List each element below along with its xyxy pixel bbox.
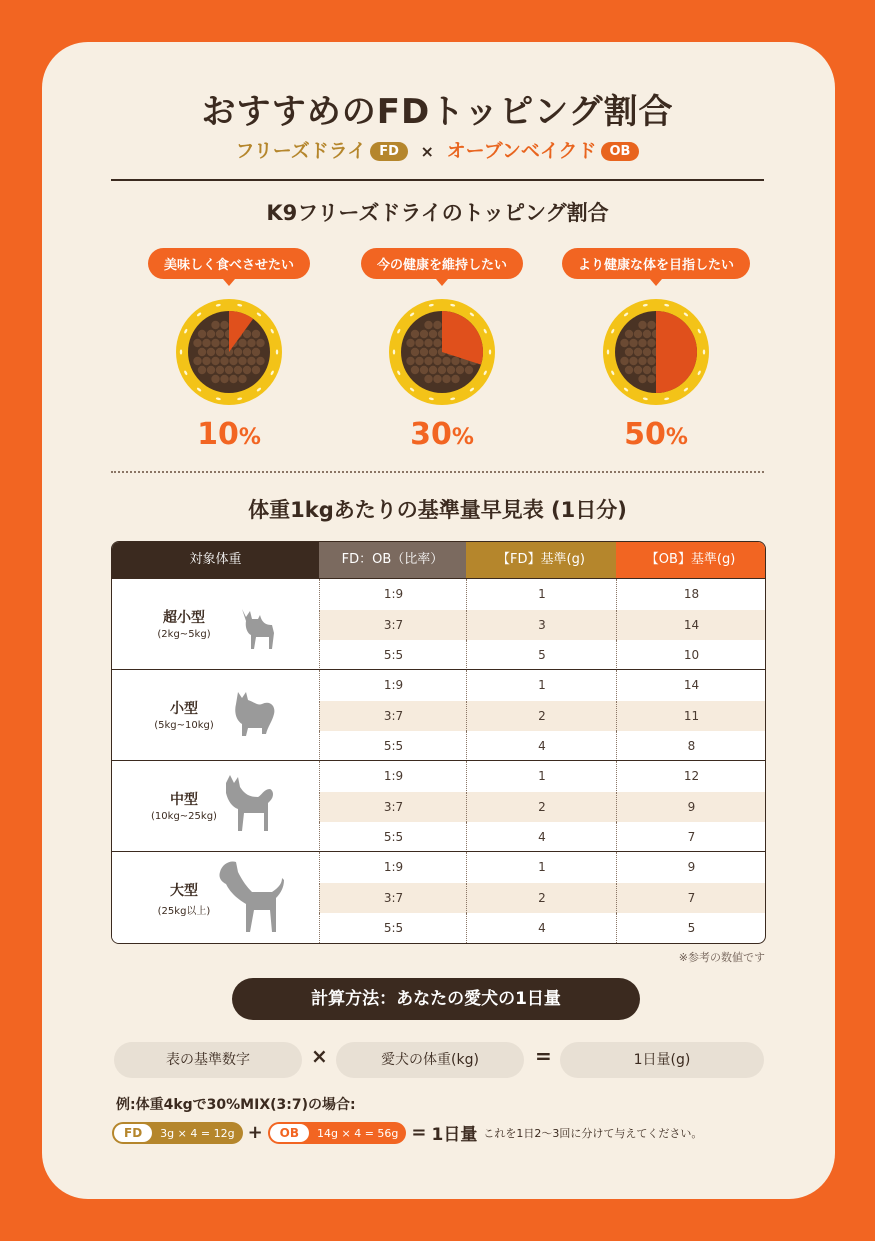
ratio-cell: 1:9 [319,579,467,609]
table-row [319,761,765,791]
ratio-cell: 5:5 [319,731,467,761]
ratio-cell: 1:9 [319,761,467,791]
weight-class-range: (25kg以上) [157,906,211,917]
fd-cell: 5 [466,640,617,670]
example-line [112,1120,702,1146]
ratio-percent-value: 50 [624,417,666,452]
ratio-percent-value: 30 [410,417,452,452]
subtitle-ob: オーブンベイクド [446,140,597,162]
calc-box-result: 1日量(g) [560,1042,764,1078]
page-title: おすすめのFDトッピング割合 [201,92,674,132]
table-row [319,610,765,640]
weight-class [112,761,319,852]
example-fd-formula: 3g × 4 = 12g [160,1126,235,1140]
fd-cell: 2 [466,701,617,731]
table-group [112,760,765,852]
fd-cell: 1 [466,579,617,609]
ob-cell: 5 [616,913,766,943]
header-fd: 【FD】基準(g) [466,542,616,578]
weight-class-name: 小型 [170,701,198,717]
example-ob-formula: 14g × 4 = 56g [317,1126,399,1140]
bowl-icon [601,297,711,407]
ratio-section-title: K9フリーズドライのトッピング割合 [266,201,609,225]
weight-class-name: 中型 [170,792,198,808]
table-group [112,851,765,943]
example-note: これを1日2〜3回に分けて与えてください。 [483,1126,703,1140]
table-group [112,578,765,670]
ob-cell: 7 [616,822,766,852]
header-ratio: FD：OB（比率） [319,542,466,578]
table-row [319,579,765,609]
ob-cell: 9 [616,852,766,882]
dotted-divider [111,471,764,473]
weight-class-range: (10kg~25kg) [151,811,217,822]
calc-equals: = [535,1044,552,1068]
table-row [319,670,765,700]
ob-cell: 18 [616,579,766,609]
table-row [319,852,765,882]
ob-cell: 12 [616,761,766,791]
dog-icon [230,686,280,746]
example-fd [112,1122,243,1144]
calc-box-weight: 愛犬の体重(kg) [336,1042,524,1078]
example-total: 1日量 [431,1125,478,1145]
table-row [319,640,765,670]
weight-class-range: (2kg~5kg) [157,629,211,640]
fd-badge: FD [370,142,408,161]
ratio-item [342,248,542,452]
fd-cell: 1 [466,670,617,700]
fd-cell: 1 [466,852,617,882]
ob-cell: 7 [616,883,766,913]
ratio-percent-unit: % [451,425,474,450]
divider [111,179,764,181]
example-fd-tag: FD [114,1124,152,1142]
table-row [319,701,765,731]
weight-class [112,852,319,943]
fd-cell: 2 [466,883,617,913]
weight-class [112,670,319,761]
ob-badge: OB [601,142,640,161]
example-label: 例:体重4kgで30%MIX(3:7)の場合: [116,1097,356,1113]
ratio-item [129,248,329,452]
calc-title: 計算方法：あなたの愛犬の1日量 [232,978,640,1020]
fd-cell: 3 [466,610,617,640]
subtitle-fd: フリーズドライ [235,140,367,162]
ratio-cell: 3:7 [319,610,467,640]
table-row [319,883,765,913]
ratio-percent [556,417,756,452]
weight-class-range: (5kg~10kg) [154,720,214,731]
ratio-cell: 1:9 [319,852,467,882]
ratio-percent [129,417,329,452]
table-row [319,913,765,943]
ob-cell: 8 [616,731,766,761]
header-weight: 対象体重 [112,542,319,578]
bowl-icon [387,297,497,407]
ratio-cell: 5:5 [319,640,467,670]
fd-cell: 4 [466,913,617,943]
example-plus: + [247,1122,263,1143]
ob-cell: 11 [616,701,766,731]
ob-cell: 10 [616,640,766,670]
ratio-bubble: 美味しく食べさせたい [148,248,310,279]
table-header [112,542,765,578]
fd-cell: 4 [466,731,617,761]
ratio-cell: 3:7 [319,701,467,731]
ratio-percent-unit: % [665,425,688,450]
table-row [319,792,765,822]
table-row [319,822,765,852]
amount-table [111,541,766,944]
dog-icon [220,773,278,841]
ratio-item [556,248,756,452]
fd-cell: 1 [466,761,617,791]
example-equals: = [411,1122,427,1143]
table-section-title: 体重1kgあたりの基準量早見表 (1日分) [248,498,627,522]
example-ob-tag: OB [270,1124,309,1142]
fd-cell: 4 [466,822,617,852]
table-row [319,731,765,761]
bowl-icon [174,297,284,407]
dog-icon [216,858,286,942]
fd-cell: 2 [466,792,617,822]
table-group [112,669,765,761]
header-ob: 【OB】基準(g) [616,542,765,578]
page-subtitle [0,136,875,163]
ob-cell: 14 [616,670,766,700]
ratio-percent-value: 10 [197,417,239,452]
weight-class [112,579,319,670]
ratio-bubble: 今の健康を維持したい [361,248,523,279]
weight-class-name: 超小型 [163,610,205,626]
calc-times: × [311,1044,328,1068]
ob-cell: 14 [616,610,766,640]
dog-icon [236,603,280,659]
ratio-cell: 1:9 [319,670,467,700]
ratio-bubble: より健康な体を目指したい [562,248,750,279]
ratio-cell: 5:5 [319,913,467,943]
weight-class-name: 大型 [170,883,198,899]
subtitle-times: × [420,142,434,161]
reference-note: ※参考の数値です [678,951,765,964]
ratio-cell: 5:5 [319,822,467,852]
ratio-cell: 3:7 [319,792,467,822]
ob-cell: 9 [616,792,766,822]
calc-box-base: 表の基準数字 [114,1042,302,1078]
ratio-cell: 3:7 [319,883,467,913]
ratio-percent-unit: % [238,425,261,450]
example-ob [268,1122,407,1144]
ratio-percent [342,417,542,452]
